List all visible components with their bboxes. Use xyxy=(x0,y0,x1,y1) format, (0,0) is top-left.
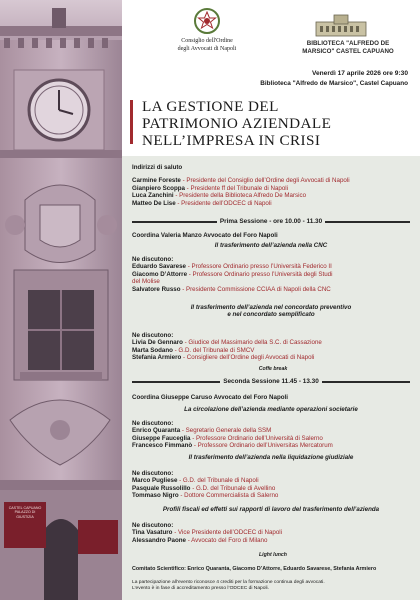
speaker-role: - Dottore Commercialista di Salerno xyxy=(178,492,279,500)
panel-line xyxy=(132,347,414,354)
event-venue: Biblioteca "Alfredo de Marsico", Castel Capuano xyxy=(260,80,408,87)
greeting-line xyxy=(132,200,414,207)
panel-line xyxy=(132,442,414,449)
session-1-topic-2 xyxy=(132,304,410,319)
program-panel xyxy=(122,156,420,600)
coordinator-line: Coordina Valeria Manzo Avvocato del Foro Napoli xyxy=(132,232,278,239)
session-2-panel-3 xyxy=(132,522,414,544)
speaker-role: - G.D. del Tribunale di SMCV xyxy=(172,346,255,354)
panel-line xyxy=(132,354,414,361)
speaker-role: - Professore Ordinario presso l’Università Federico II xyxy=(186,263,332,271)
photo-sign-line1: CASTEL CAPUANO xyxy=(8,506,42,510)
panel-line xyxy=(132,529,414,536)
panel-line xyxy=(132,477,414,484)
scientific-committee: Comitato Scientifico: Enrico Quaranta, Giacomo D’Attorre, Eduardo Savarese, Stefania Armiero xyxy=(132,566,377,572)
castel-capuano-photo xyxy=(0,0,122,600)
discuss-label: Ne discutono: xyxy=(132,256,174,263)
speaker-role: - G.D. del Tribunale di Avellino xyxy=(190,484,276,492)
panel-line xyxy=(132,435,414,442)
session-1-topic-1: Il trasferimento dell’azienda nella CNC xyxy=(214,242,328,249)
speaker-role: - Giudice del Massimario della S.C. di Cassazione xyxy=(182,339,322,347)
coordinator-line: Coordina Giuseppe Caruso Avvocato del Foro Napoli xyxy=(132,394,288,401)
panel-line xyxy=(132,278,414,285)
speaker-name: Luca Zanchini xyxy=(132,192,174,200)
session-1-panel-1 xyxy=(132,256,414,293)
session-2-coordinator xyxy=(132,394,414,401)
discuss-label: Ne discutono: xyxy=(132,420,174,427)
panel-line xyxy=(132,537,414,544)
title-line-3: NELL’IMPRESA IN CRISI xyxy=(142,132,321,149)
topic-line: e nel concordato semplificato xyxy=(227,311,315,319)
speaker-role: - Presidente ff del Tribunale di Napoli xyxy=(184,184,289,192)
speaker-name: Matteo De Lise xyxy=(132,199,176,207)
greetings-section xyxy=(132,164,414,207)
speaker-role: - G.D. del Tribunale di Napoli xyxy=(177,477,259,485)
speaker-name: Enrico Quaranta xyxy=(132,427,181,435)
speaker-name: Livia De Gennaro xyxy=(132,339,183,347)
event-title xyxy=(142,98,331,149)
session-2-panel-1 xyxy=(132,420,414,450)
panel-line xyxy=(132,492,414,499)
speaker-role: - Professore Ordinario dell’Università di Salerno xyxy=(190,434,323,442)
accreditation-note: L’evento è in fase di accreditamento presso l’ODCEC di Napoli. xyxy=(132,585,270,591)
event-date: Venerdì 17 aprile 2026 ore 9:30 xyxy=(311,70,408,77)
speaker-name: Alessandro Paone xyxy=(132,536,186,544)
speaker-name: Pasquale Russolillo xyxy=(132,484,191,492)
topic-line: Il trasferimento dell’azienda nel concordato preventivo xyxy=(190,304,352,311)
title-accent-bar xyxy=(130,100,133,144)
session-2-divider xyxy=(132,378,410,386)
title-block xyxy=(130,92,418,154)
discuss-label: Ne discutono: xyxy=(132,332,174,339)
greeting-line xyxy=(132,185,414,192)
greeting-line xyxy=(132,177,414,184)
speaker-role: - Presidente del Consiglio dell’Ordine degli Avvocati di Napoli xyxy=(180,177,350,185)
session-2-panel-2 xyxy=(132,470,414,500)
greetings-heading: Indirizzi di saluto xyxy=(132,164,183,171)
speaker-name: Eduardo Savarese xyxy=(132,263,186,271)
biblioteca-name: BIBLIOTECA "ALFREDO DE MARSICO" CASTEL CAPUANO xyxy=(302,40,394,55)
panel-line xyxy=(132,339,414,346)
panel-line xyxy=(132,427,414,434)
session-1-coordinator xyxy=(132,232,414,239)
speaker-name: Stefania Armiero xyxy=(132,354,182,362)
panel-line xyxy=(132,485,414,492)
content-column xyxy=(122,0,420,600)
speaker-name: Giacomo D’Attorre xyxy=(132,270,188,278)
speaker-name: Marco Pugliese xyxy=(132,477,178,485)
panel-line xyxy=(132,263,414,270)
speaker-name: Salvatore Russo xyxy=(132,285,181,293)
session-2-topic-2: Il trasferimento dell’azienda nella liquidazione giudiziale xyxy=(188,454,354,461)
speaker-name: Tommaso Nigro xyxy=(132,492,179,500)
speaker-role-continued: del Molise xyxy=(132,278,160,286)
speaker-name: Marta Sodano xyxy=(132,346,173,354)
italian-emblem-logo xyxy=(192,6,222,36)
title-line-1: LA GESTIONE DEL xyxy=(142,98,279,115)
ordine-name: Consiglio dell'Ordine degli Avvocati di Napoli xyxy=(177,38,237,52)
speaker-role: - Presidente dell’ODCEC di Napoli xyxy=(175,199,272,207)
session-2-topic-3: Profili fiscali ed effetti sui rapporti di lavoro del trasferimento dell’azienda xyxy=(162,506,380,513)
speaker-name: Francesco Fimmanò xyxy=(132,442,193,450)
discuss-label: Ne discutono: xyxy=(132,470,174,477)
coffee-break: Coffe break xyxy=(258,366,288,372)
session-1-panel-2 xyxy=(132,332,414,362)
speaker-role: - Vice Presidente dell’ODCEC di Napoli xyxy=(172,529,283,537)
panel-line xyxy=(132,286,414,293)
biblioteca-building-logo xyxy=(312,12,370,38)
panel-line xyxy=(132,271,414,278)
title-line-2: PATRIMONIO AZIENDALE xyxy=(142,115,332,132)
speaker-role: - Avvocato del Foro di Milano xyxy=(186,536,268,544)
credits-note: La partecipazione all’evento riconosce 4 crediti per la formazione continua degli avvocati. xyxy=(132,580,325,585)
speaker-name: Giuseppe Fauceglia xyxy=(132,434,191,442)
speaker-name: Gianpiero Scoppa xyxy=(132,184,185,192)
greeting-line xyxy=(132,192,414,199)
speaker-role: - Consigliere dell’Ordine degli Avvocati di Napoli xyxy=(181,354,315,362)
speaker-role: - Presidente della Biblioteca Alfredo De Marsico xyxy=(173,192,307,200)
light-lunch: Light lunch xyxy=(259,552,287,558)
session-2-topic-1: La circolazione dell’azienda mediante operazioni societarie xyxy=(184,406,358,413)
header xyxy=(122,0,420,90)
discuss-label: Ne discutono: xyxy=(132,522,174,529)
speaker-role: - Segretario Generale della SSM xyxy=(180,427,272,435)
speaker-name: Carmine Foreste xyxy=(132,177,181,185)
speaker-role: - Professore Ordinario dell’Universitas Mercatorum xyxy=(192,442,333,450)
session-1-label: Prima Sessione - ore 10.00 - 11.30 xyxy=(217,218,325,225)
photo-sign-line2: PALAZZO DI GIUSTIZIA xyxy=(14,510,36,519)
footer-notes xyxy=(132,580,414,592)
speaker-role: - Presidente Commissione CCIAA di Napoli della CNC xyxy=(180,285,331,293)
speaker-role: - Professore Ordinario presso l’Università degli Studi xyxy=(187,270,333,278)
session-1-divider xyxy=(132,218,410,226)
speaker-name: Tina Vasaturo xyxy=(132,529,173,537)
session-2-label: Seconda Sessione 11.45 - 13.30 xyxy=(220,378,322,385)
